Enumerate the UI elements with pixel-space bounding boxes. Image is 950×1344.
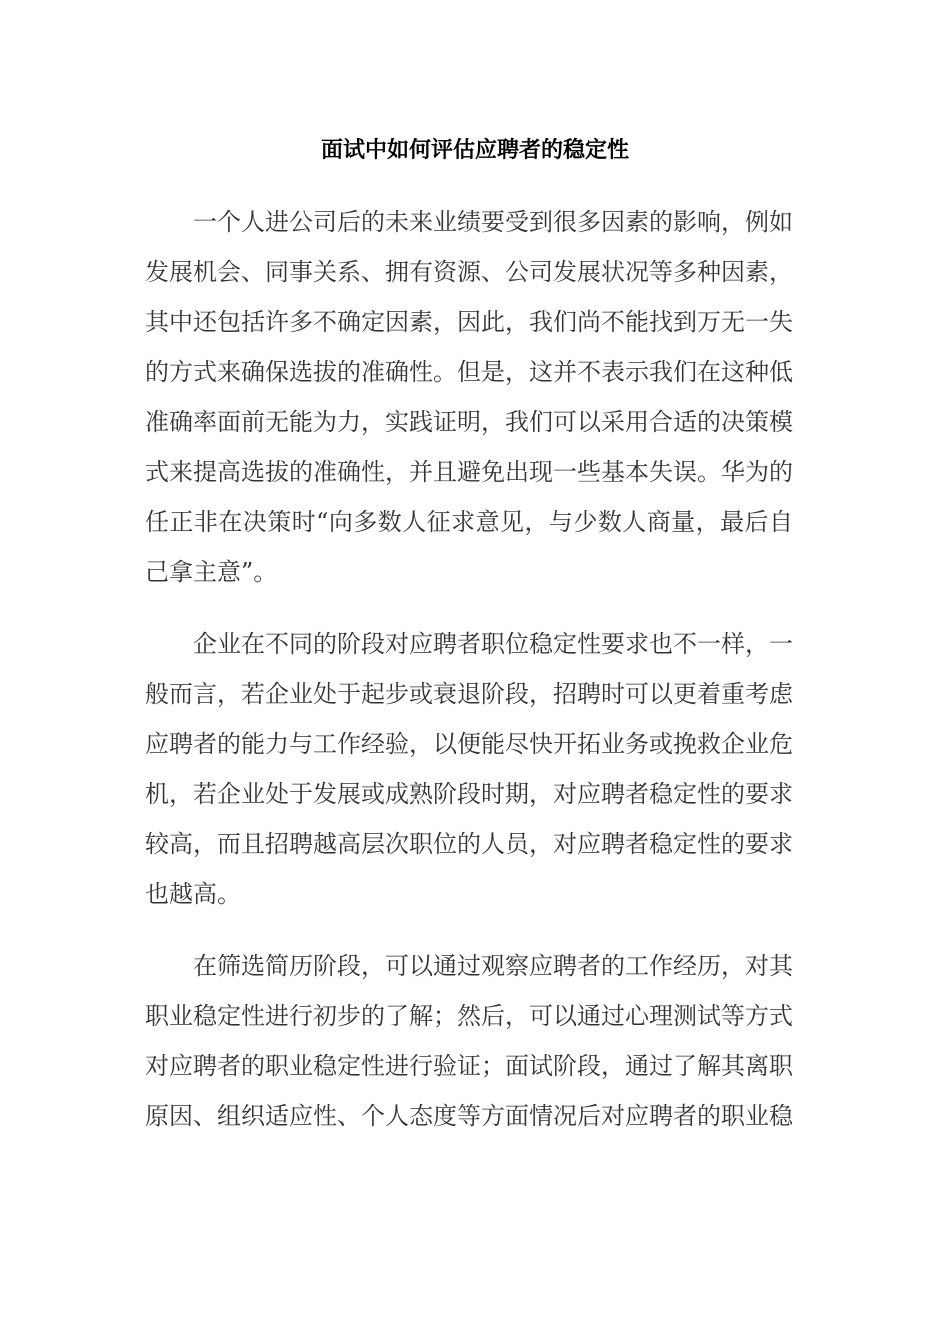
paragraph-enterprise-stage: 企业在不同的阶段对应聘者职位稳定性要求也不一样，一般而言，若企业处于起步或衰退阶段，招聘时可以更着重考虑应聘者的能力与工作经验，以便能尽快开拓业务或挽救企业危机，若企业处于发展或成熟阶段时期，对应聘者稳定性的要求较高，而且招聘越高层次职位的人员，对应聘者稳定性的要求也越高。	[145, 630, 793, 908]
document-title: 面试中如何评估应聘者的稳定性	[320, 138, 629, 163]
paragraph-intro: 一个人进公司后的未来业绩要受到很多因素的影响，例如发展机会、同事关系、拥有资源、公司发展状况等多种因素，其中还包括许多不确定因素，因此，我们尚不能找到万无一失的方式来确保选拔的准确性。但是，这并不表示我们在这种低准确率面前无能为力，实践证明，我们可以采用合适的决策模式来提高选拔的准确性，并且避免出现一些基本失误。华为的任正非在决策时“向多数人征求意见，与少数人商量，最后自己拿主意”。	[145, 208, 793, 586]
paragraph-screening: 在筛选简历阶段，可以通过观察应聘者的工作经历，对其职业稳定性进行初步的了解；然后，可以通过心理测试等方式对应聘者的职业稳定性进行验证；面试阶段，通过了解其离职原因、组织适应性、个人态度等方面情况后对应聘者的职业稳	[145, 952, 793, 1130]
